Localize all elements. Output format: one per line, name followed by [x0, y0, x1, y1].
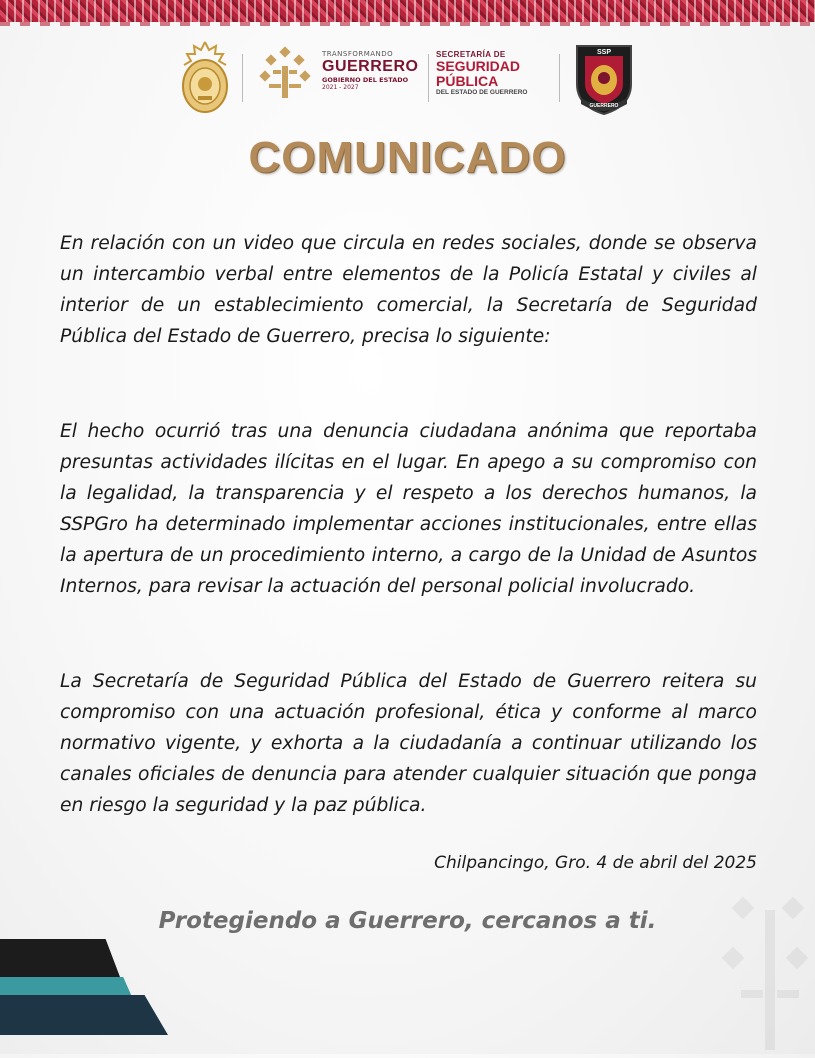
gov-small-text: TRANSFORMANDO	[322, 50, 394, 58]
tree-watermark-icon	[705, 880, 815, 1054]
gobierno-guerrero-logo	[322, 50, 422, 91]
decorative-stripe-dark	[0, 939, 120, 977]
page-title: COMUNICADO	[248, 133, 567, 182]
tree-logo-icon	[255, 46, 315, 106]
dateline: Chilpancingo, Gro. 4 de abril del 2025	[434, 853, 757, 873]
state-seal-icon	[176, 40, 234, 114]
slogan: Protegiendo a Guerrero, cercanos a ti.	[158, 908, 657, 934]
shield-ribbon: GUERRERO	[589, 103, 619, 109]
decorative-top-border	[0, 0, 815, 22]
gov-subtitle: GOBIERNO DEL ESTADO	[322, 76, 409, 84]
police-shield-icon	[571, 40, 637, 116]
decorative-stripe-navy	[0, 995, 168, 1035]
shield-label: SSP	[596, 49, 612, 56]
ssp-line2: SEGURIDAD	[436, 58, 521, 74]
gov-years: 2021 - 2027	[322, 84, 359, 91]
paragraph-3: La Secretaría de Seguridad Pública del Estado de Guerrero reitera su compromiso con una actuación profesional, ética y conforme al marco normativo vigente, y exhorta a la ciudadanía a continuar utilizando los canales oficiales de denuncia para atender cualquier situación que ponga en riesgo la seguridad y la paz pública.	[60, 671, 757, 816]
ssp-logo-text	[436, 50, 551, 96]
divider	[559, 54, 560, 102]
divider	[242, 54, 243, 102]
paragraph-2: El hecho ocurrió tras una denuncia ciudadana anónima que reportaba presuntas actividades ilícitas en el lugar. En apego a su compromiso con la legalidad, la transparencia y el respeto a los derechos humanos, la SSPGro ha determinado implementar acciones institucionales, entre ellas la apertura de un procedimiento interno, a cargo de la Unidad de Asuntos Internos, para revisar la actuación del personal policial involucrado.	[60, 421, 757, 597]
gov-name: GUERRERO	[322, 58, 419, 75]
divider	[428, 54, 429, 102]
header-logos	[0, 40, 815, 120]
ssp-line4: DEL ESTADO DE GUERRERO	[436, 89, 528, 96]
ssp-line3: PÚBLICA	[436, 73, 499, 89]
ssp-line1: SECRETARÍA DE	[436, 50, 506, 59]
paragraph-1: En relación con un video que circula en redes sociales, donde se observa un intercambio verbal entre elementos de la Policía Estatal y civiles al interior de un establecimiento comercial, la Secretaría de Seguridad Pública del Estado de Guerrero, precisa lo siguiente:	[60, 233, 757, 347]
